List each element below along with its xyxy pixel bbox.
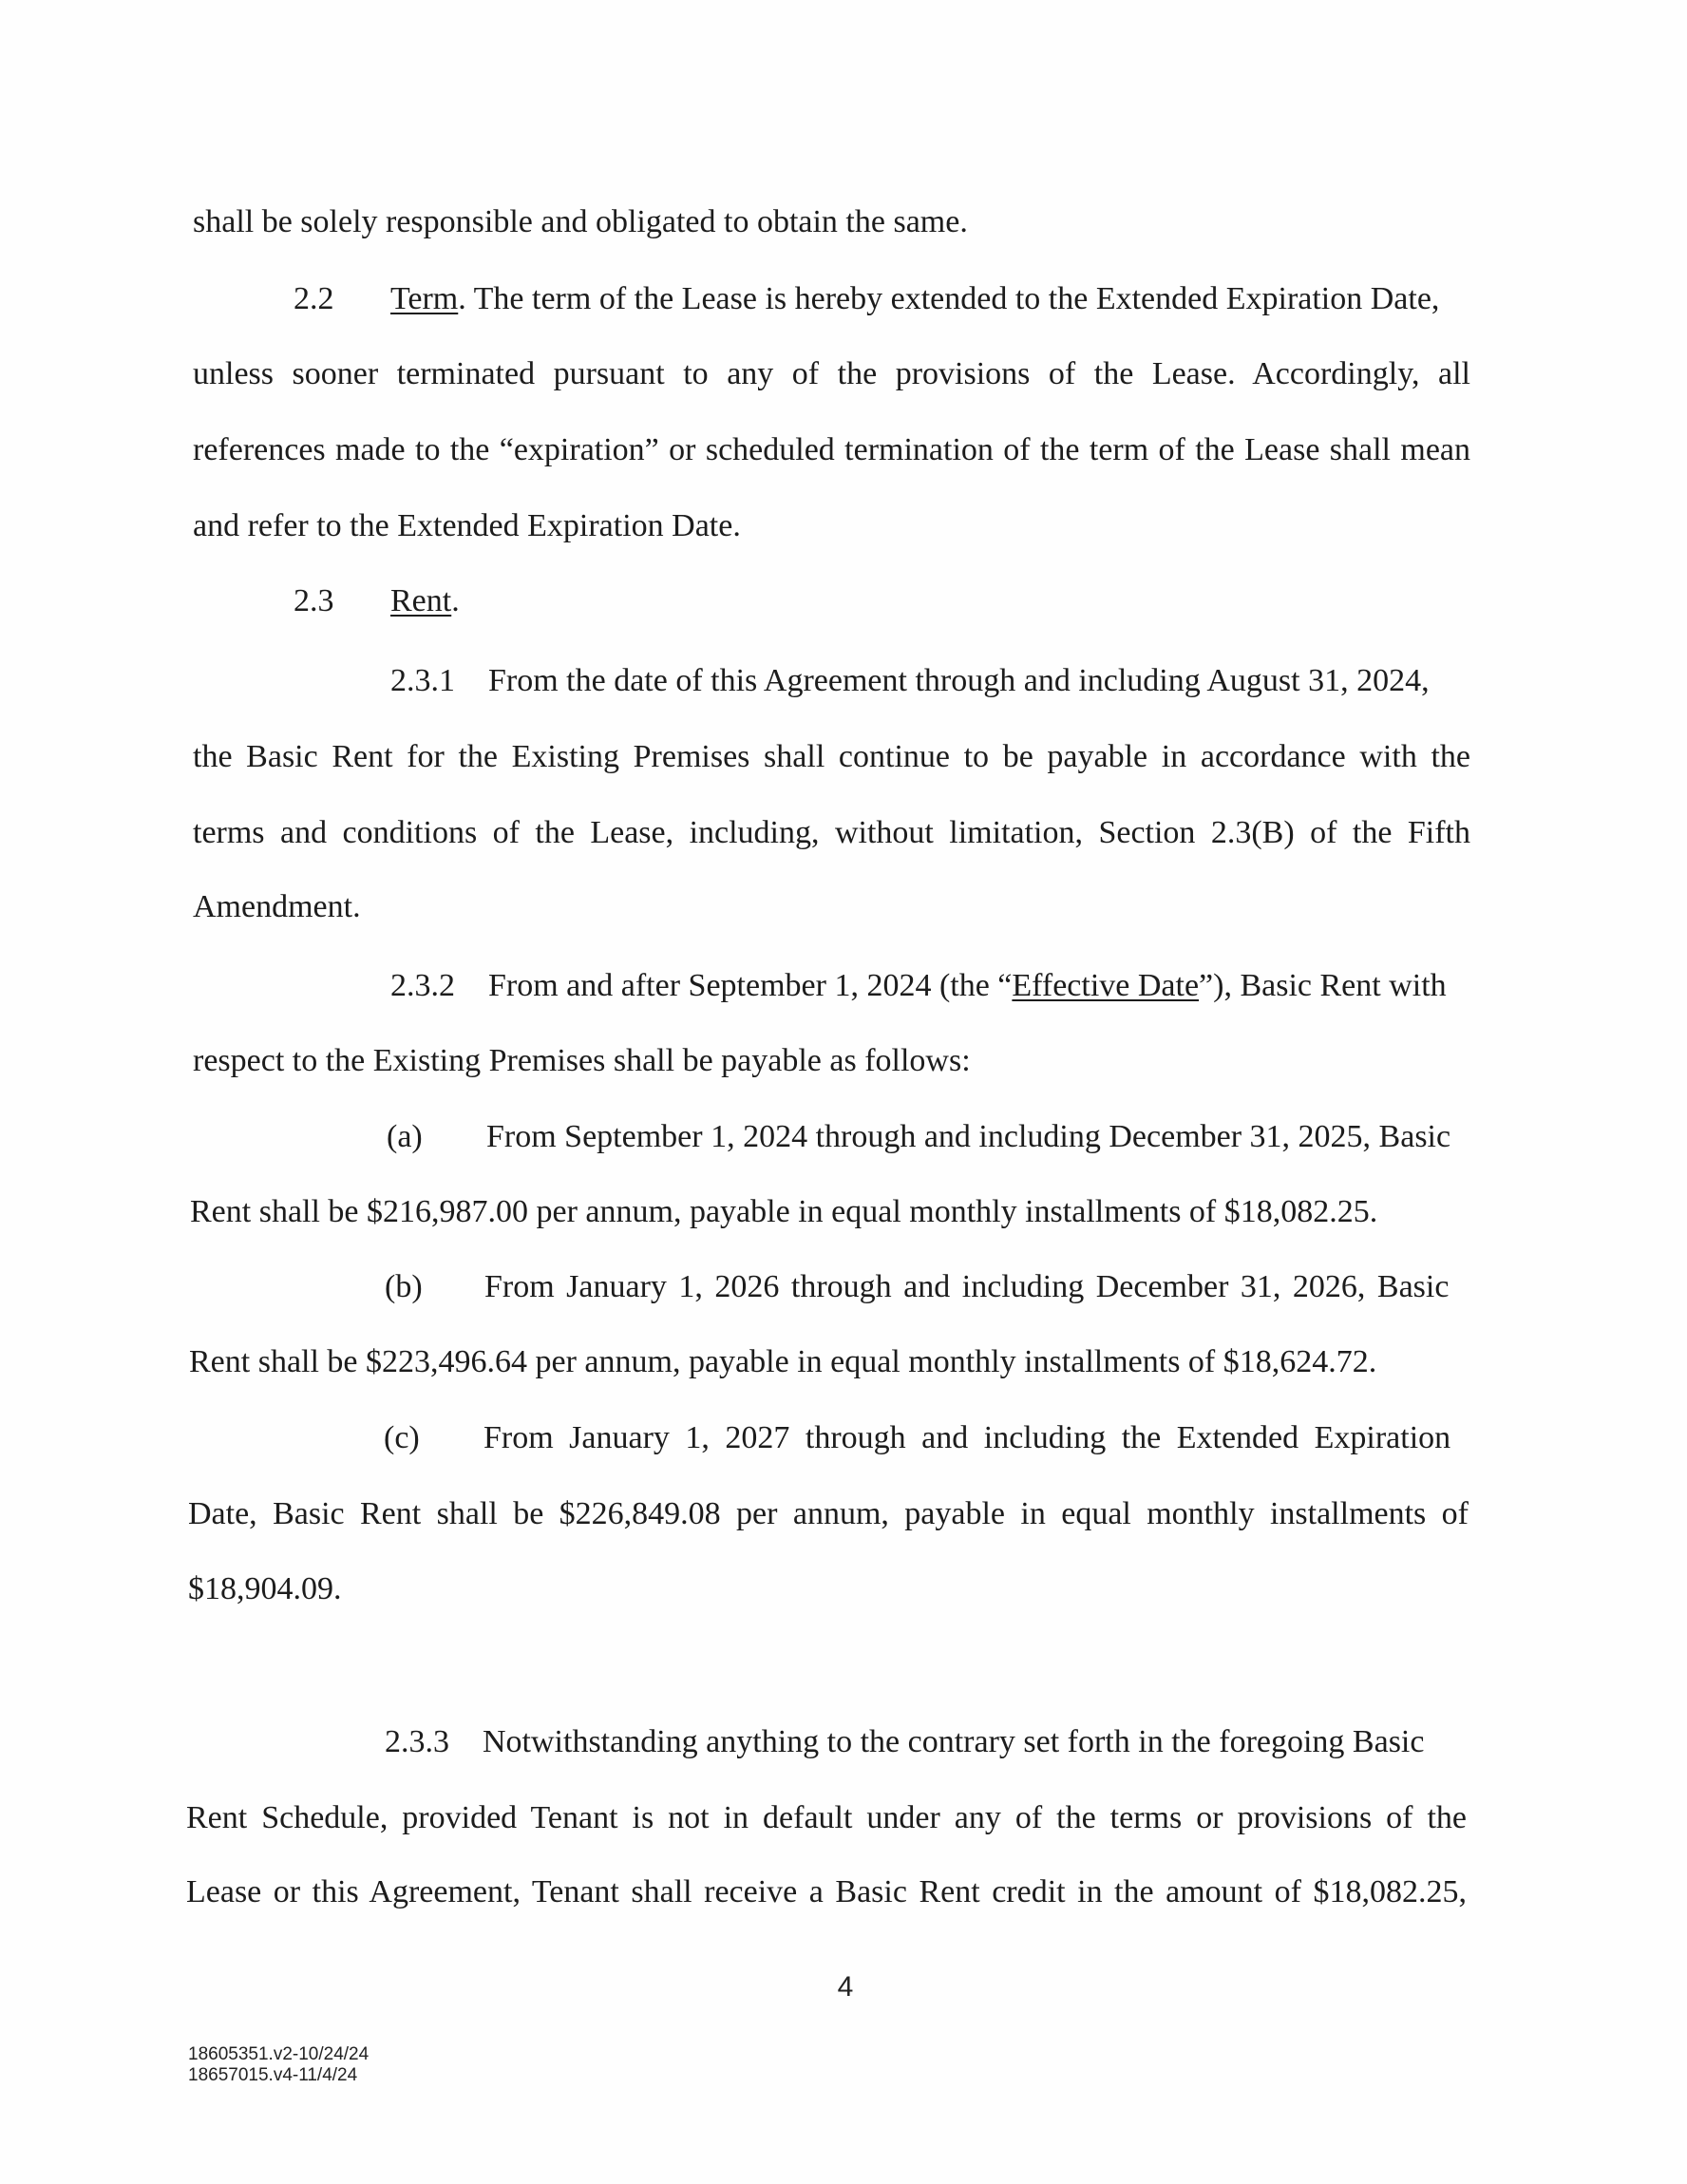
section-2-3-1-line-3: terms and conditions of the Lease, including, without limitation, Section 2.3(B) of the Fifth	[193, 815, 1470, 850]
section-2-2-line-1	[294, 280, 1439, 318]
item-b-line-2: Rent shall be $223,496.64 per annum, payable in equal monthly installments of $18,624.72.	[189, 1344, 1377, 1379]
section-2-2-line-2: unless sooner terminated pursuant to any of the provisions of the Lease. Accordingly, all	[193, 356, 1470, 391]
section-text: Notwithstanding anything to the contrary set forth in the foregoing Basic	[483, 1724, 1425, 1759]
item-c-line-3: $18,904.09.	[188, 1571, 342, 1606]
section-2-3-heading	[294, 582, 460, 620]
section-heading-term: Term	[390, 281, 459, 316]
item-c-line-1	[384, 1419, 1450, 1457]
item-text: From September 1, 2024 through and including December 31, 2025, Basic	[486, 1119, 1451, 1154]
paragraph-continuation: shall be solely responsible and obligated to obtain the same.	[193, 204, 968, 239]
section-2-3-3-line-2: Rent Schedule, provided Tenant is not in default under any of the terms or provisions of the	[186, 1800, 1467, 1835]
section-2-3-2-line-1	[390, 967, 1447, 1005]
document-id-1: 18605351.v2-10/24/24	[188, 2044, 370, 2064]
section-number: 2.2	[294, 281, 334, 316]
section-2-3-1-line-4: Amendment.	[193, 889, 361, 924]
item-label: (c)	[384, 1420, 420, 1455]
document-id-2: 18657015.v4-11/4/24	[188, 2065, 358, 2085]
section-text: . The term of the Lease is hereby extended to the Extended Expiration Date,	[458, 281, 1440, 316]
section-text: From the date of this Agreement through and including August 31, 2024,	[488, 663, 1430, 698]
defined-term-effective-date: Effective Date	[1012, 968, 1200, 1003]
item-a-line-1	[387, 1118, 1450, 1156]
item-text: From January 1, 2026 through and including December 31, 2026, Basic	[484, 1269, 1450, 1304]
section-2-2-line-4: and refer to the Extended Expiration Date.	[193, 508, 741, 543]
item-c-line-2: Date, Basic Rent shall be $226,849.08 per annum, payable in equal monthly installments of	[188, 1496, 1469, 1531]
item-text: From January 1, 2027 through and including the Extended Expiration	[483, 1420, 1451, 1455]
item-label: (a)	[387, 1119, 423, 1154]
section-number: 2.3.2	[390, 968, 455, 1003]
section-number: 2.3	[294, 583, 334, 618]
section-text: From and after September 1, 2024 (the “	[488, 968, 1013, 1003]
section-number: 2.3.1	[390, 663, 455, 698]
section-2-3-3-line-1	[385, 1723, 1424, 1761]
section-2-3-1-line-2: the Basic Rent for the Existing Premises shall continue to be payable in accordance with the	[193, 739, 1470, 774]
section-2-3-1-line-1	[390, 662, 1430, 700]
item-label: (b)	[385, 1269, 423, 1304]
section-number: 2.3.3	[385, 1724, 449, 1759]
section-heading-rent: Rent	[390, 583, 452, 618]
item-a-line-2: Rent shall be $216,987.00 per annum, payable in equal monthly installments of $18,082.25.	[190, 1194, 1378, 1229]
section-2-3-3-line-3: Lease or this Agreement, Tenant shall receive a Basic Rent credit in the amount of $18,082.25,	[186, 1874, 1467, 1909]
item-b-line-1	[385, 1268, 1449, 1306]
section-2-3-2-line-2: respect to the Existing Premises shall be payable as follows:	[193, 1043, 971, 1078]
page-number: 4	[837, 1971, 854, 2003]
section-heading-period: .	[451, 583, 460, 618]
section-text: ”), Basic Rent with	[1199, 968, 1447, 1003]
section-2-2-line-3: references made to the “expiration” or scheduled termination of the term of the Lease shall mean	[193, 432, 1470, 467]
